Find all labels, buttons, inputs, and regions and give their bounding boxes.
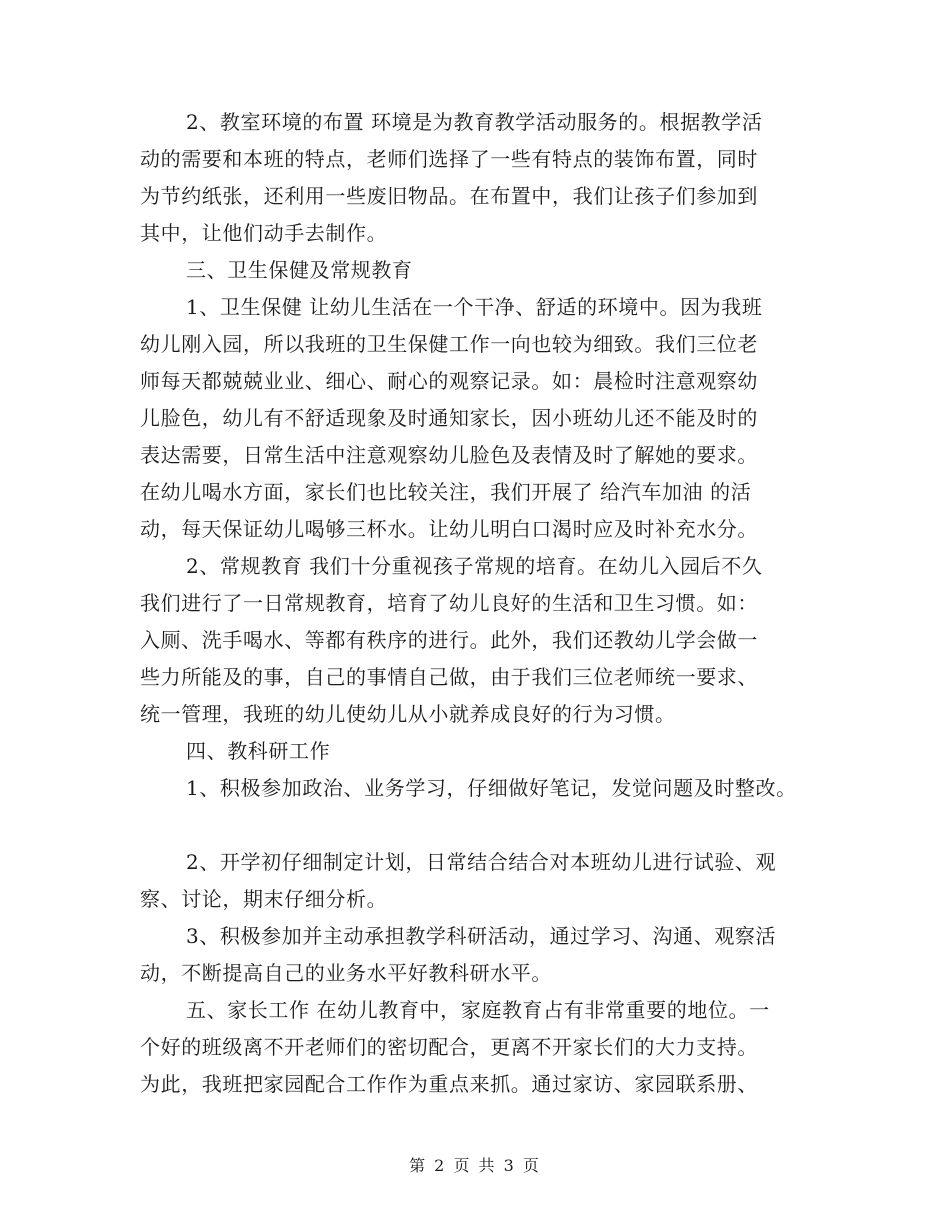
- paragraph-line: 其中，让他们动手去制作。: [140, 221, 388, 245]
- paragraph-line: 1、积极参加政治、业务学习，仔细做好笔记，发觉问题及时整改。: [186, 776, 797, 800]
- paragraph-line: 动，每天保证幼儿喝够三杯水。让幼儿明白口渴时应及时补充水分。: [140, 517, 758, 541]
- blank-line: [140, 807, 830, 844]
- paragraph-line: 2、教室环境的布置 环境是为教育教学活动服务的。根据教学活: [186, 110, 763, 134]
- paragraph-line: 个好的班级离不开老师们的密切配合，更离不开家长们的大力支持。: [140, 1035, 758, 1059]
- paragraph-line: 统一管理，我班的幼儿使幼儿从小就养成良好的行为习惯。: [140, 702, 676, 726]
- paragraph-line: 儿脸色，幼儿有不舒适现象及时通知家长，因小班幼儿还不能及时的: [140, 406, 758, 430]
- paragraph-line: 些力所能及的事，自己的事情自己做，由于我们三位老师统一要求、: [140, 665, 758, 689]
- paragraph-line: 2、常规教育 我们十分重视孩子常规的培育。在幼儿入园后不久: [186, 554, 763, 578]
- paragraph-line: 我们进行了一日常规教育，培育了幼儿良好的生活和卫生习惯。如：: [140, 591, 758, 615]
- paragraph-line: 为节约纸张，还利用一些废旧物品。在布置中，我们让孩子们参加到: [140, 184, 758, 208]
- paragraph-line: 幼儿刚入园，所以我班的卫生保健工作一向也较为细致。我们三位老: [140, 332, 758, 356]
- paragraph-line: 动，不断提高自己的业务水平好教科研水平。: [140, 961, 552, 985]
- paragraph-line: 察、讨论，期末仔细分析。: [140, 887, 388, 911]
- section-heading: 四、教科研工作: [186, 739, 331, 763]
- paragraph-line: 3、积极参加并主动承担教学科研活动，通过学习、沟通、观察活: [186, 924, 777, 948]
- section-heading: 三、卫生保健及常规教育: [186, 258, 413, 282]
- paragraph-line: 表达需要，日常生活中注意观察幼儿脸色及表情及时了解她的要求。: [140, 443, 758, 467]
- paragraph-line: 2、开学初仔细制定计划，日常结合结合对本班幼儿进行试验、观: [186, 850, 777, 874]
- paragraph-line: 在幼儿喝水方面，家长们也比较关注，我们开展了 给汽车加油 的活: [140, 480, 752, 504]
- body-text: [140, 104, 830, 1103]
- paragraph-line: 入厕、洗手喝水、等都有秩序的进行。此外，我们还教幼儿学会做一: [140, 628, 758, 652]
- page-number-footer: 第 2 页 共 3 页: [409, 1156, 541, 1175]
- paragraph-line: 1、卫生保健 让幼儿生活在一个干净、舒适的环境中。因为我班: [186, 295, 763, 319]
- paragraph-line: 师每天都兢兢业业、细心、耐心的观察记录。如：晨检时注意观察幼: [140, 369, 758, 393]
- paragraph-line: 五、家长工作 在幼儿教育中，家庭教育占有非常重要的地位。一: [186, 998, 770, 1022]
- paragraph-line: 动的需要和本班的特点，老师们选择了一些有特点的装饰布置，同时: [140, 147, 758, 171]
- paragraph-line: 为此，我班把家园配合工作作为重点来抓。通过家访、家园联系册、: [140, 1072, 758, 1096]
